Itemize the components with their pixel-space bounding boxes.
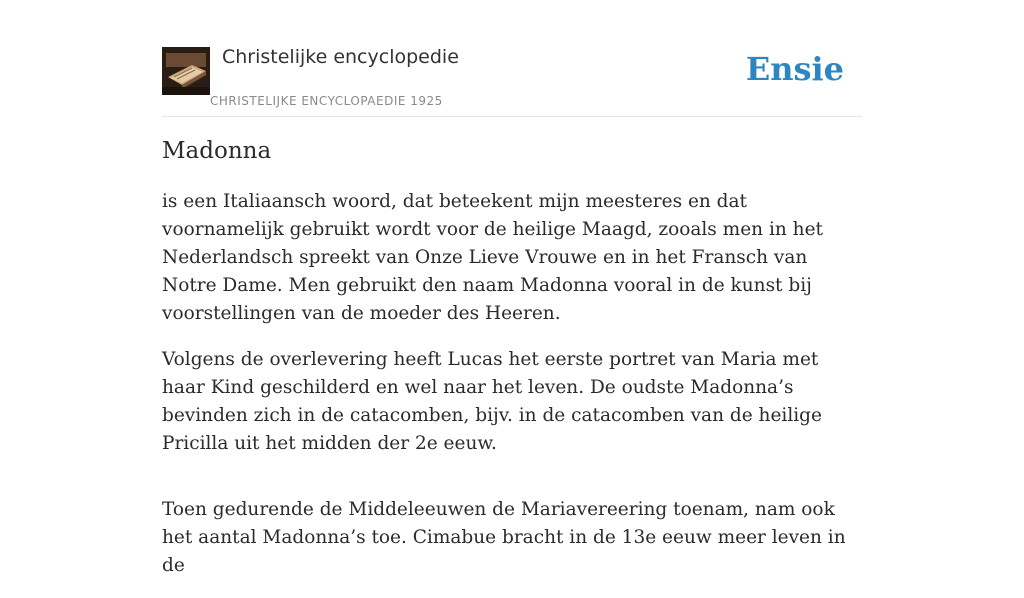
article-title: Madonna bbox=[162, 138, 272, 164]
source-subtitle[interactable]: CHRISTELIJKE ENCYCLOPAEDIE 1925 bbox=[210, 94, 443, 108]
header bbox=[162, 40, 862, 117]
source-title[interactable]: Christelijke encyclopedie bbox=[222, 46, 459, 68]
article-paragraph: is een Italiaansch woord, dat beteekent mijn meesteres en dat voornamelijk gebruikt wordt voor de heilige Maagd, zooals men in het Nederlandsch spreekt van Onze Lieve Vrouwe en in het Fransch van Notre Dame. Men gebruikt den naam Madonna vooral in de kunst bij voorstellingen van de moeder des Heeren. bbox=[162, 191, 823, 324]
article-paragraph: Toen gedurende de Middeleeuwen de Mariavereering toenam, nam ook het aantal Madonna’s toe. Cimabue bracht in de 13e eeuw meer leven in de bbox=[162, 499, 846, 576]
source-avatar[interactable] bbox=[162, 47, 210, 95]
article bbox=[162, 138, 862, 598]
brand-logo[interactable]: Ensie bbox=[745, 50, 844, 88]
article-paragraph: Volgens de overlevering heeft Lucas het eerste portret van Maria met haar Kind geschilderd en wel naar het leven. De oudste Madonna’s bevinden zich in de catacomben, bijv. in de catacomben van de heilige Pricilla uit het midden der 2e eeuw. bbox=[162, 349, 822, 454]
book-photo-icon bbox=[162, 47, 210, 95]
